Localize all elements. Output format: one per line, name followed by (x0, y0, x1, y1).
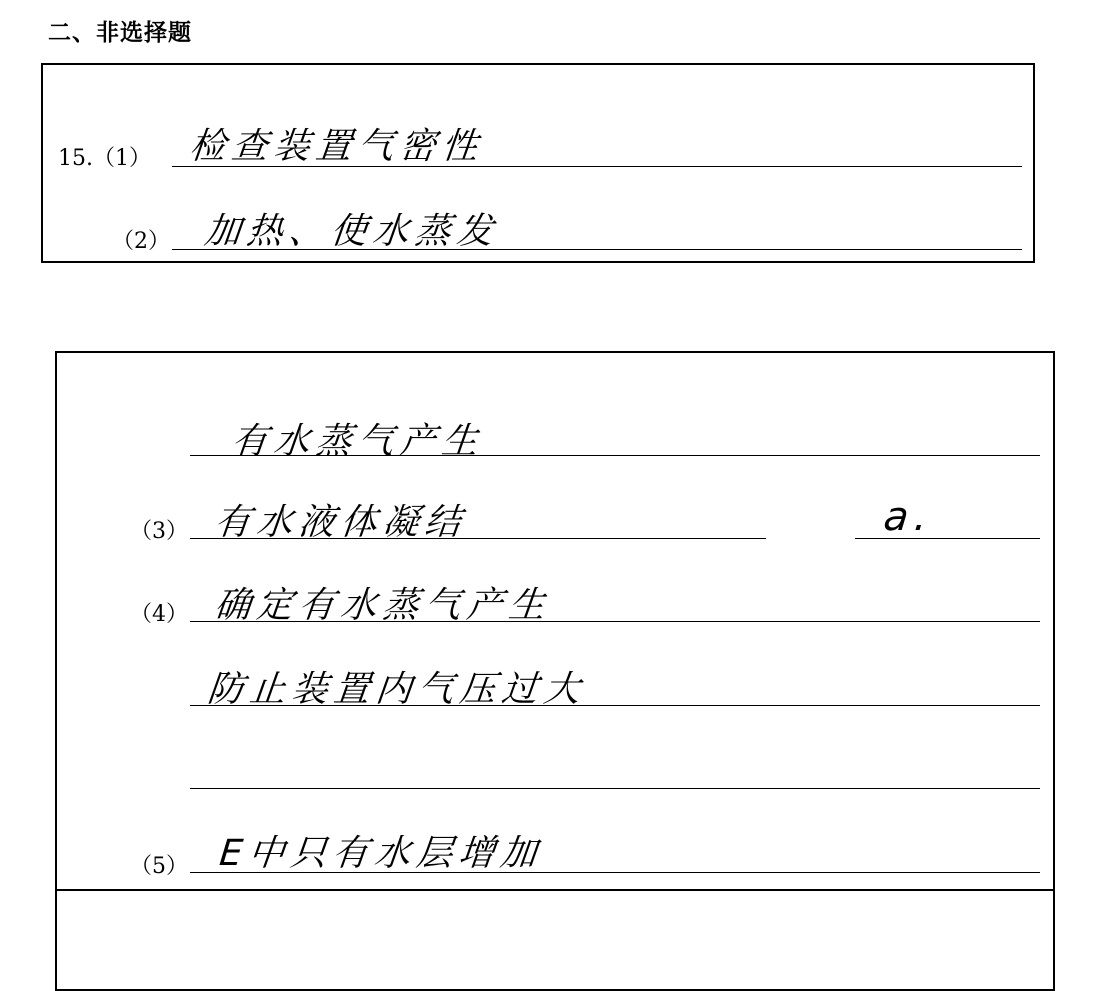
handwritten-answer-4a: 确定有水蒸气产生 (212, 585, 553, 626)
question-part-5-label: （5） (130, 854, 188, 879)
answer-line-4b (190, 705, 1040, 706)
answer-line-5 (190, 872, 1040, 873)
answer-line-1 (190, 455, 1040, 456)
handwritten-answer-15-2: 加热、使水蒸发 (202, 211, 501, 252)
section-title: 二、非选择题 (48, 20, 192, 46)
question-part-4-label: （4） (130, 602, 188, 627)
handwritten-answer-line-1: 有水蒸气产生 (229, 421, 486, 462)
box-divider (57, 889, 1053, 891)
handwritten-answer-3-right: a. (881, 494, 936, 540)
handwritten-answer-15-1: 检查装置气密性 (187, 126, 486, 167)
answer-line-4a (190, 621, 1040, 622)
answer-line-3 (190, 538, 766, 539)
handwritten-answer-3: 有水液体凝结 (212, 502, 469, 543)
handwritten-answer-4b: 防止装置内气压过大 (205, 669, 588, 710)
answer-line-3-right (855, 538, 1040, 539)
question-part-3-label: （3） (130, 519, 188, 544)
question-15-part-1-label: 15.（1） (58, 146, 151, 171)
answer-line-blank (190, 788, 1040, 789)
question-15-part-2-label: （2） (112, 229, 170, 254)
handwritten-answer-5: E中只有水层增加 (217, 833, 545, 874)
